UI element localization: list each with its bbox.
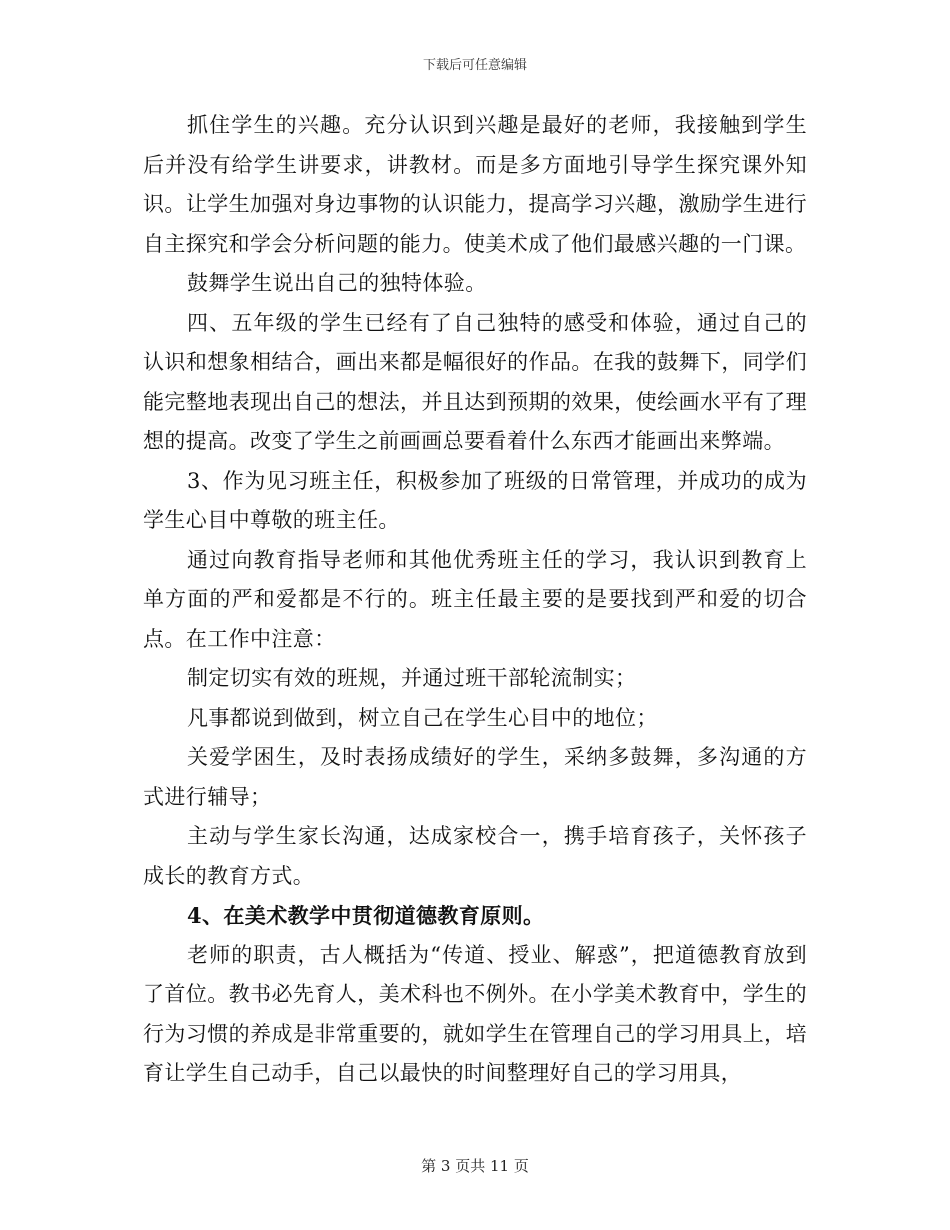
paragraph-interest: 抓住学生的兴趣。充分认识到兴趣是最好的老师，我接触到学生后并没有给学生讲要求，讲教材。而是多方面地引导学生探究课外知识。让学生加强对身边事物的认识能力，提高学习兴趣，激励学生进行自主探究和学会分析问题的能力。使美术成了他们最感兴趣的一门课。 (143, 113, 807, 256)
paragraph-care: 关爱学困生，及时表扬成绩好的学生，采纳多鼓舞，多沟通的方式进行辅导； (143, 745, 807, 809)
section-heading-moral-education: 4、在美术教学中贯彻道德教育原则。 (187, 903, 545, 928)
paragraph-teacher-duty: 老师的职责，古人概括为“传道、授业、解惑”，把道德教育放到了首位。教书必先育人，美术科也不例外。在小学美术教育中，学生的行为习惯的养成是非常重要的，就如学生在管理自己的学习用具上，培育让学生自己动手，自己以最快的时间整理好自己的学习用具， (143, 942, 807, 1085)
page-footer: 第 3 页共 11 页 (421, 1157, 529, 1175)
paragraph-grade-experience: 四、五年级的学生已经有了自己独特的感受和体验，通过自己的认识和想象相结合，画出来都是幅很好的作品。在我的鼓舞下，同学们能完整地表现出自己的想法，并且达到预期的效果，使绘画水平有了理想的提高。改变了学生之前画画总要看着什么东西才能画出来弊端。 (143, 310, 807, 453)
document-body (143, 106, 807, 1094)
paragraph-rules: 制定切实有效的班规，并通过班干部轮流制实； (187, 666, 637, 690)
paragraph-keep-word: 凡事都说到做到，树立自己在学生心目中的地位； (187, 705, 658, 730)
paragraph-encourage: 鼓舞学生说出自己的独特体验。 (187, 271, 487, 295)
paragraph-class-teacher: 3、作为见习班主任，积极参加了班级的日常管理，并成功的成为学生心目中尊敬的班主任。 (143, 468, 807, 532)
paragraph-learning: 通过向教育指导老师和其他优秀班主任的学习，我认识到教育上单方面的严和爱都是不行的。班主任最主要的是要找到严和爱的切合点。在工作中注意： (143, 547, 807, 651)
paragraph-parents: 主动与学生家长沟通，达成家校合一，携手培育孩子，关怀孩子成长的教育方式。 (143, 824, 807, 888)
page-header: 下载后可任意编辑 (422, 58, 527, 73)
